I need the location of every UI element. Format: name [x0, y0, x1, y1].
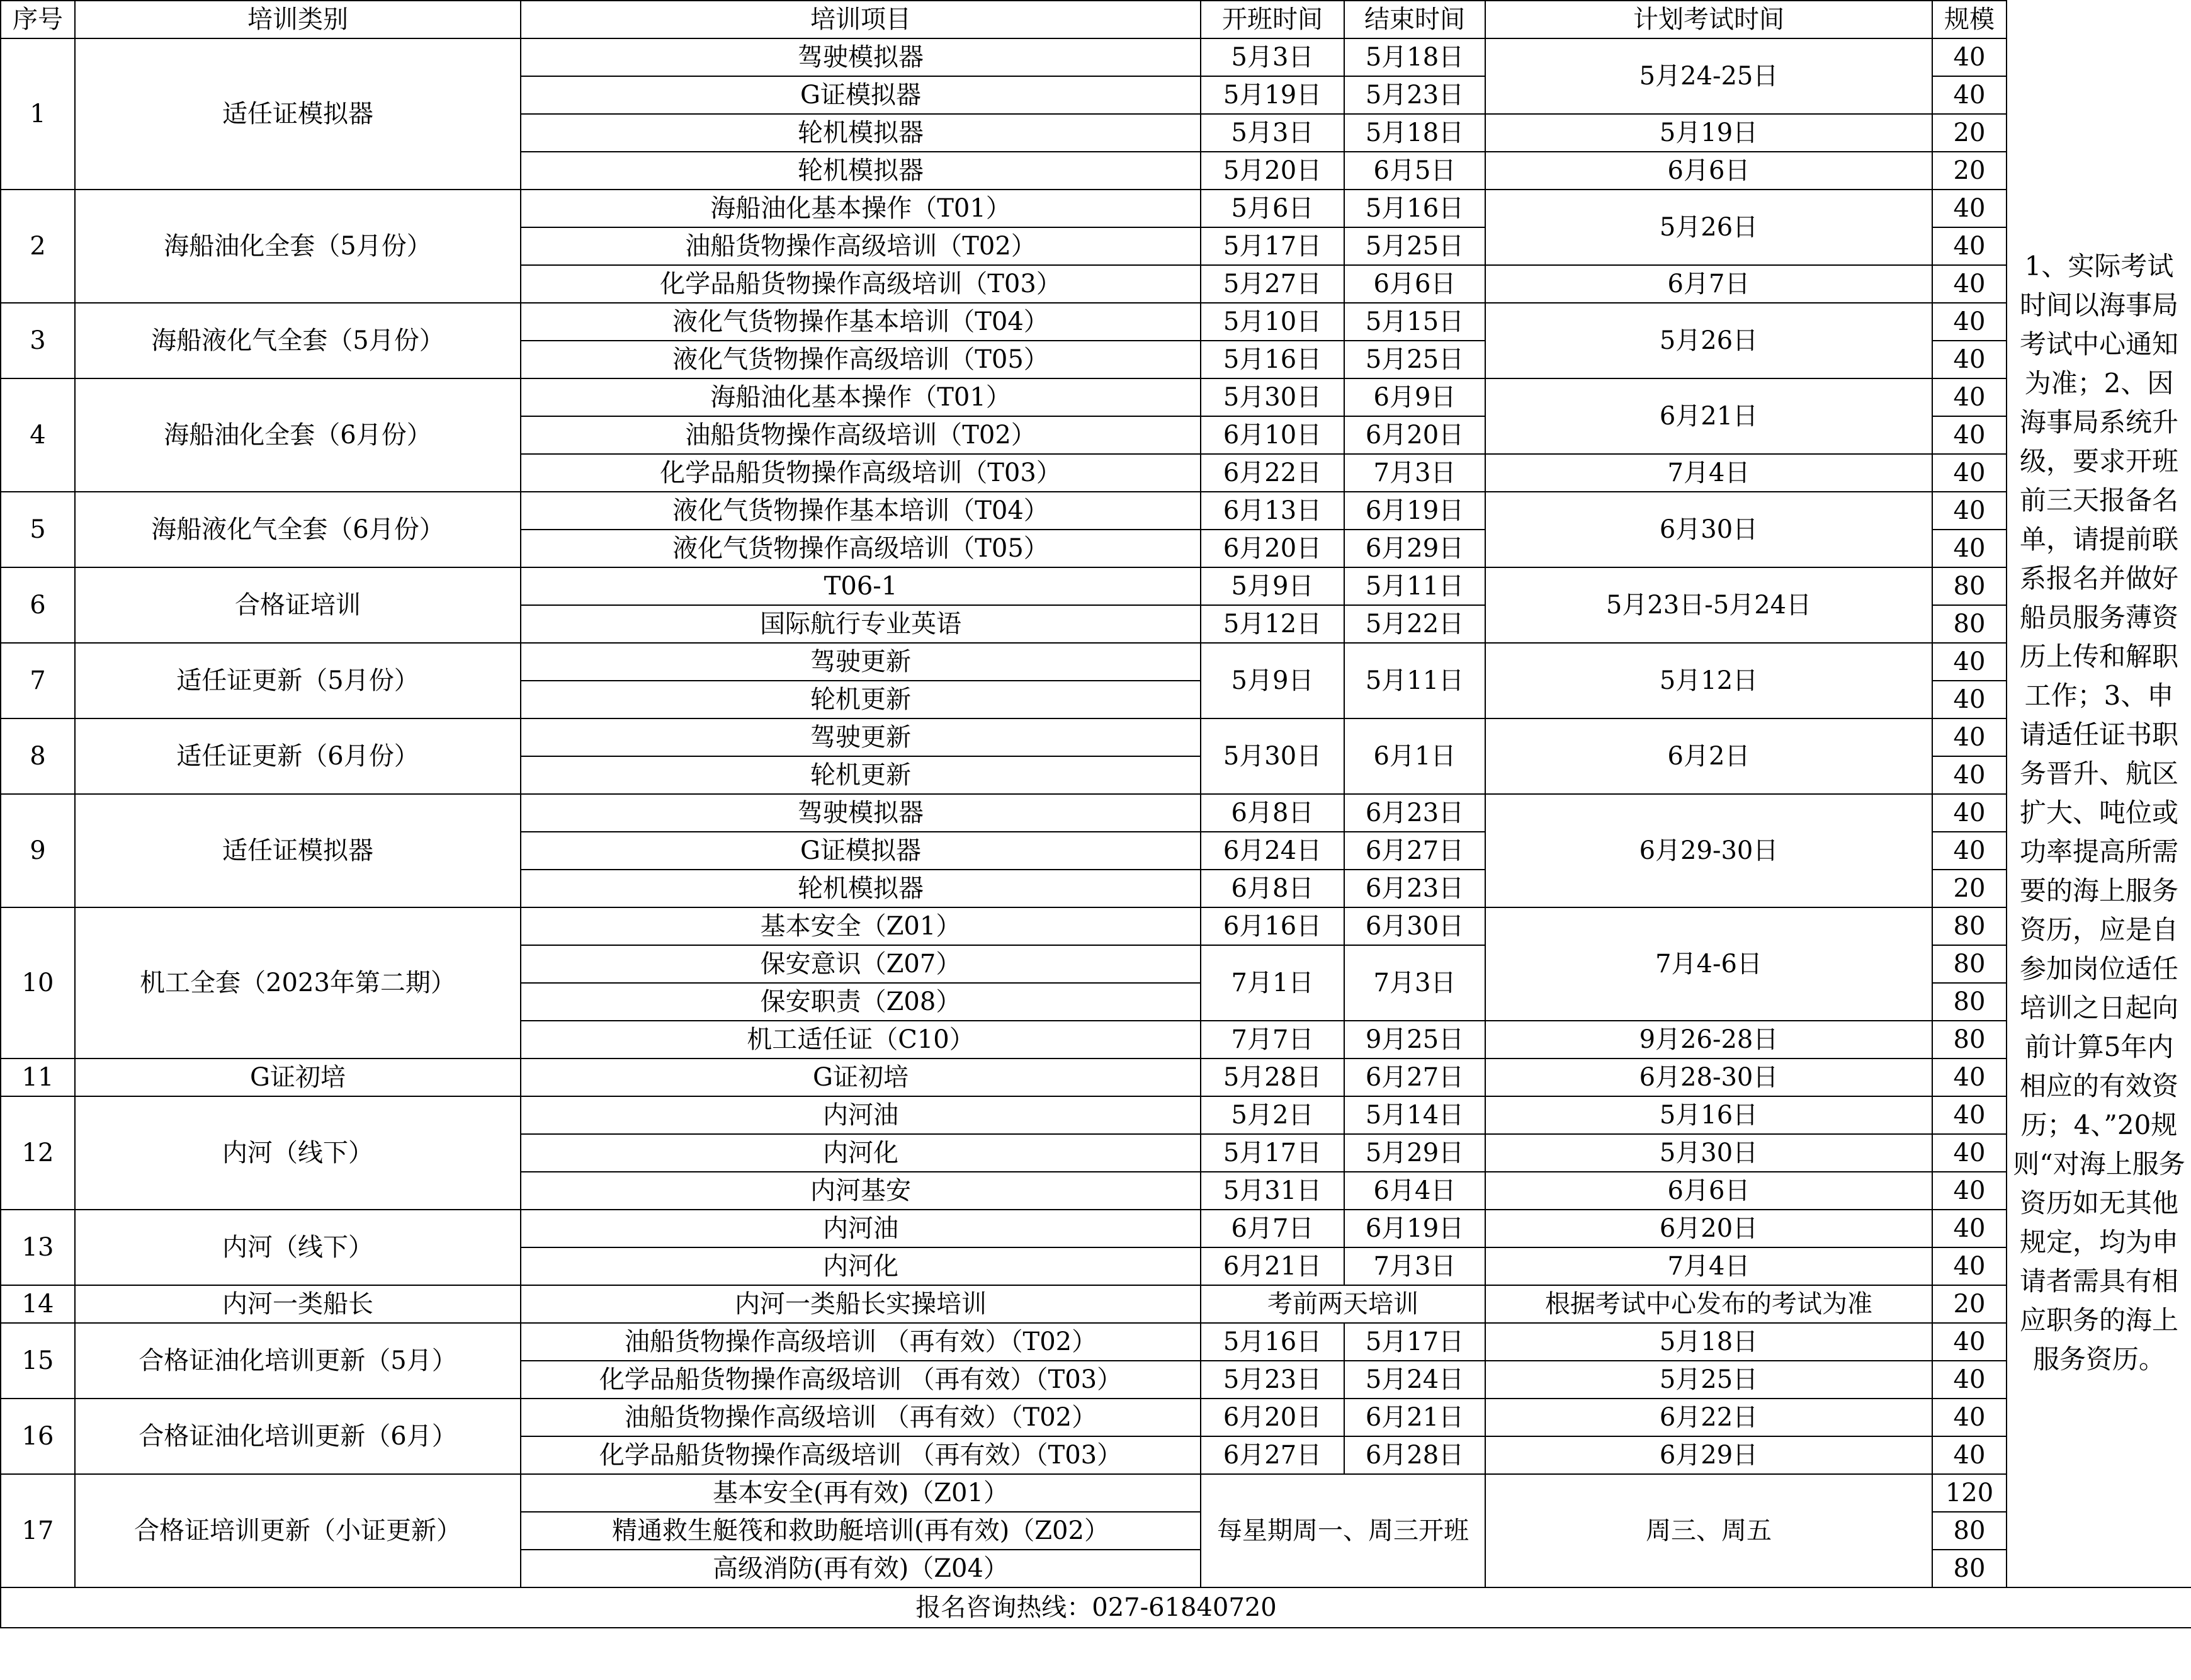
seq-cell: 7	[1, 643, 75, 718]
seq-cell: 1	[1, 38, 75, 190]
scale-cell: 40	[1932, 303, 2007, 341]
exam-cell: 7月4日	[1485, 454, 1932, 492]
scale-cell: 80	[1932, 1550, 2007, 1587]
exam-cell: 根据考试中心发布的考试为准	[1485, 1285, 1932, 1323]
category-cell: 适任证模拟器	[75, 794, 521, 907]
category-cell: 合格证油化培训更新（6月）	[75, 1399, 521, 1474]
end-cell: 6月30日	[1344, 907, 1485, 945]
project-cell: 精通救生艇筏和救助艇培训(再有效)（Z02）	[521, 1512, 1201, 1550]
scale-cell: 40	[1932, 378, 2007, 416]
end-cell: 6月29日	[1344, 530, 1485, 567]
scale-cell: 80	[1932, 605, 2007, 643]
end-cell: 5月18日	[1344, 38, 1485, 76]
project-cell: 驾驶模拟器	[521, 38, 1201, 76]
scale-cell: 80	[1932, 983, 2007, 1021]
start-cell: 6月10日	[1201, 416, 1344, 454]
end-cell: 9月25日	[1344, 1021, 1485, 1059]
project-cell: 化学品船货物操作高级培训（T03）	[521, 265, 1201, 303]
seq-cell: 5	[1, 492, 75, 567]
header-blank	[2007, 1, 2191, 38]
end-cell: 6月20日	[1344, 416, 1485, 454]
start-cell: 5月27日	[1201, 265, 1344, 303]
table-row	[1, 1474, 2191, 1512]
project-cell: G证初培	[521, 1059, 1201, 1096]
end-cell: 5月29日	[1344, 1134, 1485, 1172]
end-cell: 6月9日	[1344, 378, 1485, 416]
start-cell: 5月19日	[1201, 76, 1344, 114]
project-cell: 液化气货物操作高级培训（T05）	[521, 341, 1201, 378]
scale-cell: 20	[1932, 114, 2007, 152]
start-cell: 5月28日	[1201, 1059, 1344, 1096]
end-cell: 5月23日	[1344, 76, 1485, 114]
scale-cell: 80	[1932, 1512, 2007, 1550]
project-cell: 轮机更新	[521, 756, 1201, 794]
header-project: 培训项目	[521, 1, 1201, 38]
table-row	[1, 38, 2191, 76]
project-cell: G证模拟器	[521, 76, 1201, 114]
end-cell: 5月11日	[1344, 643, 1485, 718]
project-cell: 驾驶更新	[521, 718, 1201, 756]
start-cell: 5月3日	[1201, 38, 1344, 76]
end-cell: 7月3日	[1344, 454, 1485, 492]
category-cell: 合格证油化培训更新（5月）	[75, 1323, 521, 1399]
table-row	[1, 492, 2191, 530]
project-cell: 内河化	[521, 1134, 1201, 1172]
project-cell: 油船货物操作高级培训 （再有效）（T02）	[521, 1323, 1201, 1361]
exam-cell: 5月26日	[1485, 303, 1932, 378]
start-cell: 5月30日	[1201, 378, 1344, 416]
seq-cell: 10	[1, 907, 75, 1059]
project-cell: 化学品船货物操作高级培训 （再有效）（T03）	[521, 1436, 1201, 1474]
scale-cell: 40	[1932, 756, 2007, 794]
end-cell: 6月1日	[1344, 718, 1485, 794]
start-cell: 6月27日	[1201, 1436, 1344, 1474]
hotline-text: 报名咨询热线：027-61840720	[1, 1587, 2191, 1628]
project-cell: T06-1	[521, 567, 1201, 605]
project-cell: 机工适任证（C10）	[521, 1021, 1201, 1059]
end-cell: 6月6日	[1344, 265, 1485, 303]
start-cell: 6月16日	[1201, 907, 1344, 945]
exam-cell: 5月19日	[1485, 114, 1932, 152]
scale-cell: 40	[1932, 794, 2007, 832]
seq-cell: 4	[1, 378, 75, 492]
scale-cell: 40	[1932, 1059, 2007, 1096]
category-cell: 合格证培训更新（小证更新）	[75, 1474, 521, 1587]
start-cell: 5月2日	[1201, 1096, 1344, 1134]
project-cell: 轮机模拟器	[521, 114, 1201, 152]
scale-cell: 40	[1932, 1134, 2007, 1172]
table-body	[1, 1, 2191, 1628]
start-cell: 5月9日	[1201, 643, 1344, 718]
project-cell: 驾驶更新	[521, 643, 1201, 681]
project-cell: 液化气货物操作基本培训（T04）	[521, 303, 1201, 341]
start-cell: 6月20日	[1201, 1399, 1344, 1436]
seq-cell: 13	[1, 1210, 75, 1285]
exam-cell: 6月2日	[1485, 718, 1932, 794]
header-end: 结束时间	[1344, 1, 1485, 38]
start-cell: 5月20日	[1201, 152, 1344, 190]
end-cell: 6月19日	[1344, 492, 1485, 530]
header-category: 培训类别	[75, 1, 521, 38]
header-start: 开班时间	[1201, 1, 1344, 38]
scale-cell: 40	[1932, 832, 2007, 870]
scale-cell: 40	[1932, 1096, 2007, 1134]
project-cell: 油船货物操作高级培训 （再有效）（T02）	[521, 1399, 1201, 1436]
table-row	[1, 1210, 2191, 1247]
project-cell: 内河化	[521, 1247, 1201, 1285]
exam-cell: 6月29日	[1485, 1436, 1932, 1474]
category-cell: 海船液化气全套（5月份）	[75, 303, 521, 378]
seq-cell: 17	[1, 1474, 75, 1587]
start-cell: 5月30日	[1201, 718, 1344, 794]
scale-cell: 80	[1932, 567, 2007, 605]
scale-cell: 40	[1932, 416, 2007, 454]
end-cell: 5月17日	[1344, 1323, 1485, 1361]
end-cell: 6月5日	[1344, 152, 1485, 190]
project-cell: 液化气货物操作高级培训（T05）	[521, 530, 1201, 567]
category-cell: 内河（线下）	[75, 1096, 521, 1210]
project-cell: 国际航行专业英语	[521, 605, 1201, 643]
end-cell: 6月19日	[1344, 1210, 1485, 1247]
seq-cell: 16	[1, 1399, 75, 1474]
exam-cell: 6月6日	[1485, 1172, 1932, 1210]
scale-cell: 40	[1932, 341, 2007, 378]
category-cell: 海船油化全套（6月份）	[75, 378, 521, 492]
start-cell: 6月22日	[1201, 454, 1344, 492]
scale-cell: 40	[1932, 227, 2007, 265]
start-cell: 5月23日	[1201, 1361, 1344, 1399]
start-cell: 5月3日	[1201, 114, 1344, 152]
end-cell: 5月11日	[1344, 567, 1485, 605]
table-row	[1, 718, 2191, 756]
period-cell: 考前两天培训	[1201, 1285, 1485, 1323]
project-cell: 保安意识（Z07）	[521, 945, 1201, 983]
scale-cell: 40	[1932, 1172, 2007, 1210]
scale-cell: 40	[1932, 681, 2007, 718]
exam-cell: 6月30日	[1485, 492, 1932, 567]
start-cell: 5月16日	[1201, 1323, 1344, 1361]
start-cell: 5月17日	[1201, 227, 1344, 265]
table-row	[1, 643, 2191, 681]
project-cell: 内河油	[521, 1096, 1201, 1134]
table-row	[1, 1323, 2191, 1361]
header-row	[1, 1, 2191, 38]
category-cell: 海船液化气全套（6月份）	[75, 492, 521, 567]
project-cell: 内河基安	[521, 1172, 1201, 1210]
category-cell: 适任证模拟器	[75, 38, 521, 190]
scale-cell: 40	[1932, 1323, 2007, 1361]
scale-cell: 40	[1932, 454, 2007, 492]
end-cell: 7月3日	[1344, 1247, 1485, 1285]
table-row	[1, 378, 2191, 416]
start-cell: 5月31日	[1201, 1172, 1344, 1210]
hotline-row	[1, 1587, 2191, 1628]
end-cell: 5月15日	[1344, 303, 1485, 341]
category-cell: 内河一类船长	[75, 1285, 521, 1323]
end-cell: 5月16日	[1344, 190, 1485, 227]
start-cell: 6月8日	[1201, 794, 1344, 832]
start-cell: 5月10日	[1201, 303, 1344, 341]
table-row	[1, 907, 2191, 945]
seq-cell: 12	[1, 1096, 75, 1210]
scale-cell: 40	[1932, 1247, 2007, 1285]
scale-cell: 20	[1932, 152, 2007, 190]
end-cell: 5月18日	[1344, 114, 1485, 152]
exam-cell: 7月4日	[1485, 1247, 1932, 1285]
exam-cell: 6月29-30日	[1485, 794, 1932, 907]
period-cell: 每星期周一、周三开班	[1201, 1474, 1485, 1587]
start-cell: 6月24日	[1201, 832, 1344, 870]
project-cell: 液化气货物操作基本培训（T04）	[521, 492, 1201, 530]
exam-cell: 7月4-6日	[1485, 907, 1932, 1021]
end-cell: 6月23日	[1344, 794, 1485, 832]
table-row	[1, 190, 2191, 227]
exam-cell: 5月16日	[1485, 1096, 1932, 1134]
exam-cell: 9月26-28日	[1485, 1021, 1932, 1059]
table-row	[1, 1399, 2191, 1436]
end-cell: 5月24日	[1344, 1361, 1485, 1399]
table-row	[1, 794, 2191, 832]
start-cell: 6月7日	[1201, 1210, 1344, 1247]
project-cell: 油船货物操作高级培训（T02）	[521, 416, 1201, 454]
table-row	[1, 1059, 2191, 1096]
project-cell: 内河一类船长实操培训	[521, 1285, 1201, 1323]
header-exam: 计划考试时间	[1485, 1, 1932, 38]
scale-cell: 40	[1932, 1436, 2007, 1474]
start-cell: 6月20日	[1201, 530, 1344, 567]
scale-cell: 20	[1932, 1285, 2007, 1323]
scale-cell: 40	[1932, 76, 2007, 114]
end-cell: 7月3日	[1344, 945, 1485, 1021]
scale-cell: 20	[1932, 870, 2007, 907]
scale-cell: 40	[1932, 1210, 2007, 1247]
exam-cell: 5月18日	[1485, 1323, 1932, 1361]
table-row	[1, 1096, 2191, 1134]
scale-cell: 120	[1932, 1474, 2007, 1512]
exam-cell: 6月21日	[1485, 378, 1932, 454]
end-cell: 6月23日	[1344, 870, 1485, 907]
project-cell: 内河油	[521, 1210, 1201, 1247]
start-cell: 6月21日	[1201, 1247, 1344, 1285]
project-cell: G证模拟器	[521, 832, 1201, 870]
project-cell: 基本安全（Z01）	[521, 907, 1201, 945]
exam-cell: 6月6日	[1485, 152, 1932, 190]
scale-cell: 40	[1932, 38, 2007, 76]
category-cell: 机工全套（2023年第二期）	[75, 907, 521, 1059]
scale-cell: 40	[1932, 190, 2007, 227]
end-cell: 5月22日	[1344, 605, 1485, 643]
start-cell: 7月7日	[1201, 1021, 1344, 1059]
end-cell: 6月21日	[1344, 1399, 1485, 1436]
exam-cell: 5月12日	[1485, 643, 1932, 718]
category-cell: 海船油化全套（5月份）	[75, 190, 521, 303]
start-cell: 5月6日	[1201, 190, 1344, 227]
start-cell: 6月13日	[1201, 492, 1344, 530]
end-cell: 6月27日	[1344, 832, 1485, 870]
scale-cell: 80	[1932, 945, 2007, 983]
table-row	[1, 303, 2191, 341]
scale-cell: 40	[1932, 718, 2007, 756]
scale-cell: 80	[1932, 1021, 2007, 1059]
exam-cell: 周三、周五	[1485, 1474, 1932, 1587]
start-cell: 5月12日	[1201, 605, 1344, 643]
end-cell: 5月25日	[1344, 341, 1485, 378]
scale-cell: 40	[1932, 1361, 2007, 1399]
end-cell: 5月14日	[1344, 1096, 1485, 1134]
category-cell: 内河（线下）	[75, 1210, 521, 1285]
project-cell: 油船货物操作高级培训（T02）	[521, 227, 1201, 265]
project-cell: 化学品船货物操作高级培训（T03）	[521, 454, 1201, 492]
seq-cell: 8	[1, 718, 75, 794]
scale-cell: 40	[1932, 265, 2007, 303]
project-cell: 高级消防(再有效)（Z04）	[521, 1550, 1201, 1587]
exam-cell: 5月23日-5月24日	[1485, 567, 1932, 643]
seq-cell: 11	[1, 1059, 75, 1096]
start-cell: 5月9日	[1201, 567, 1344, 605]
seq-cell: 3	[1, 303, 75, 378]
category-cell: G证初培	[75, 1059, 521, 1096]
header-seq: 序号	[1, 1, 75, 38]
table-row	[1, 567, 2191, 605]
category-cell: 适任证更新（5月份）	[75, 643, 521, 718]
exam-cell: 5月26日	[1485, 190, 1932, 265]
seq-cell: 15	[1, 1323, 75, 1399]
end-cell: 5月25日	[1344, 227, 1485, 265]
scale-cell: 40	[1932, 643, 2007, 681]
seq-cell: 14	[1, 1285, 75, 1323]
project-cell: 轮机模拟器	[521, 152, 1201, 190]
scale-cell: 40	[1932, 1399, 2007, 1436]
project-cell: 驾驶模拟器	[521, 794, 1201, 832]
exam-cell: 6月7日	[1485, 265, 1932, 303]
end-cell: 6月27日	[1344, 1059, 1485, 1096]
notes-cell: 1、实际考试时间以海事局考试中心通知为准；2、因海事局系统升级，要求开班前三天报备名单，请提前联系报名并做好船员服务薄资历上传和解职工作；3、申请适任证书职务晋升、航区扩大、吨位或功率提高所需要的海上服务资历，应是自参加岗位适任培训之日起向前计算5年内相应的有效资历；4、”20规则“对海上服务资历如无其他规定，均为申请者需具有相应职务的海上服务资历。	[2007, 38, 2191, 1587]
start-cell: 5月16日	[1201, 341, 1344, 378]
start-cell: 7月1日	[1201, 945, 1344, 1021]
project-cell: 化学品船货物操作高级培训 （再有效）（T03）	[521, 1361, 1201, 1399]
project-cell: 轮机模拟器	[521, 870, 1201, 907]
exam-cell: 5月24-25日	[1485, 38, 1932, 114]
project-cell: 保安职责（Z08）	[521, 983, 1201, 1021]
header-scale: 规模	[1932, 1, 2007, 38]
category-cell: 合格证培训	[75, 567, 521, 643]
seq-cell: 9	[1, 794, 75, 907]
end-cell: 6月4日	[1344, 1172, 1485, 1210]
exam-cell: 5月25日	[1485, 1361, 1932, 1399]
scale-cell: 80	[1932, 907, 2007, 945]
project-cell: 轮机更新	[521, 681, 1201, 718]
scale-cell: 40	[1932, 530, 2007, 567]
seq-cell: 6	[1, 567, 75, 643]
start-cell: 5月17日	[1201, 1134, 1344, 1172]
scale-cell: 40	[1932, 492, 2007, 530]
table-row	[1, 1285, 2191, 1323]
end-cell: 6月28日	[1344, 1436, 1485, 1474]
exam-cell: 6月28-30日	[1485, 1059, 1932, 1096]
project-cell: 海船油化基本操作（T01）	[521, 378, 1201, 416]
start-cell: 6月8日	[1201, 870, 1344, 907]
seq-cell: 2	[1, 190, 75, 303]
exam-cell: 6月22日	[1485, 1399, 1932, 1436]
category-cell: 适任证更新（6月份）	[75, 718, 521, 794]
project-cell: 基本安全(再有效)（Z01）	[521, 1474, 1201, 1512]
exam-cell: 5月30日	[1485, 1134, 1932, 1172]
exam-cell: 6月20日	[1485, 1210, 1932, 1247]
project-cell: 海船油化基本操作（T01）	[521, 190, 1201, 227]
